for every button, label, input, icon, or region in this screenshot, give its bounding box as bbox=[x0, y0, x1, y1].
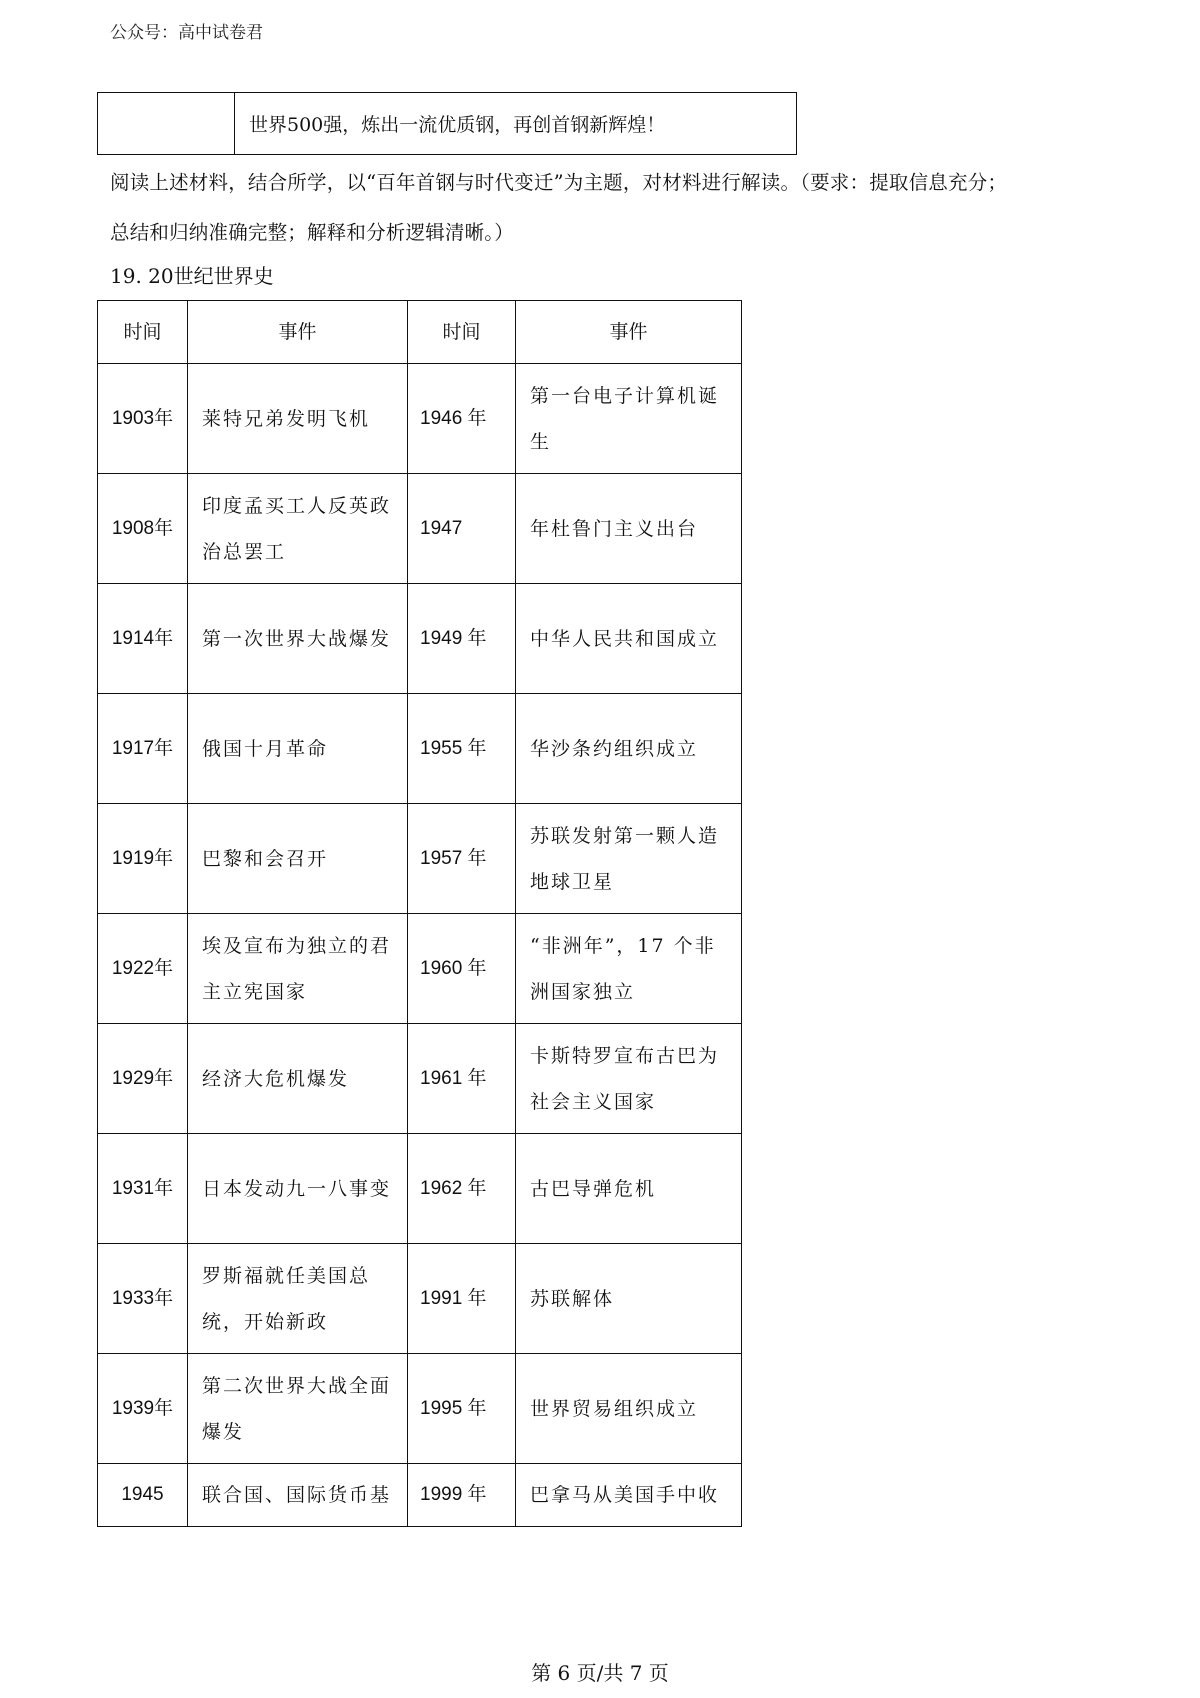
event-cell: 华沙条约组织成立 bbox=[516, 694, 742, 804]
event-cell: 苏联发射第一颗人造地球卫星 bbox=[516, 804, 742, 914]
year-cell: 1929年 bbox=[98, 1024, 188, 1134]
event-cell: 莱特兄弟发明飞机 bbox=[188, 364, 408, 474]
event-cell: 第一次世界大战爆发 bbox=[188, 584, 408, 694]
event-cell: 卡斯特罗宣布古巴为社会主义国家 bbox=[516, 1024, 742, 1134]
table-row bbox=[98, 1244, 742, 1354]
year-cell: 1919年 bbox=[98, 804, 188, 914]
year-cell: 1961 年 bbox=[408, 1024, 516, 1134]
event-cell: “非洲年”，17 个非洲国家独立 bbox=[516, 914, 742, 1024]
year-cell: 1947 bbox=[408, 474, 516, 584]
year-cell: 1999 年 bbox=[408, 1464, 516, 1527]
slogan-cell: 世界500强，炼出一流优质钢，再创首钢新辉煌！ bbox=[235, 93, 797, 155]
year-cell: 1917年 bbox=[98, 694, 188, 804]
year-cell: 1946 年 bbox=[408, 364, 516, 474]
header-event-1: 事件 bbox=[188, 301, 408, 364]
empty-cell bbox=[98, 93, 235, 155]
table-row bbox=[98, 364, 742, 474]
year-cell: 1931年 bbox=[98, 1134, 188, 1244]
year-cell: 1949 年 bbox=[408, 584, 516, 694]
event-cell: 苏联解体 bbox=[516, 1244, 742, 1354]
table-row bbox=[98, 804, 742, 914]
table-row bbox=[98, 1464, 742, 1527]
event-cell: 中华人民共和国成立 bbox=[516, 584, 742, 694]
table-row bbox=[98, 474, 742, 584]
header-event-2: 事件 bbox=[516, 301, 742, 364]
previous-material-table bbox=[97, 92, 797, 155]
world-history-table bbox=[97, 300, 742, 1527]
year-cell: 1933年 bbox=[98, 1244, 188, 1354]
event-cell: 第二次世界大战全面爆发 bbox=[188, 1354, 408, 1464]
event-cell: 日本发动九一八事变 bbox=[188, 1134, 408, 1244]
year-cell: 1908年 bbox=[98, 474, 188, 584]
event-cell: 经济大危机爆发 bbox=[188, 1024, 408, 1134]
table-row bbox=[98, 584, 742, 694]
year-cell: 1945 bbox=[98, 1464, 188, 1527]
year-cell: 1960 年 bbox=[408, 914, 516, 1024]
event-cell: 埃及宣布为独立的君主立宪国家 bbox=[188, 914, 408, 1024]
event-cell: 印度孟买工人反英政治总罢工 bbox=[188, 474, 408, 584]
year-cell: 1903年 bbox=[98, 364, 188, 474]
year-cell: 1991 年 bbox=[408, 1244, 516, 1354]
event-cell: 世界贸易组织成立 bbox=[516, 1354, 742, 1464]
header-time-2: 时间 bbox=[408, 301, 516, 364]
year-cell: 1995 年 bbox=[408, 1354, 516, 1464]
event-cell: 俄国十月革命 bbox=[188, 694, 408, 804]
table-row bbox=[98, 694, 742, 804]
year-cell: 1957 年 bbox=[408, 804, 516, 914]
event-cell: 年杜鲁门主义出台 bbox=[516, 474, 742, 584]
table-row bbox=[98, 1134, 742, 1244]
header-time-1: 时间 bbox=[98, 301, 188, 364]
page-number: 第 6 页/共 7 页 bbox=[531, 1661, 669, 1685]
event-cell: 联合国、国际货币基 bbox=[188, 1464, 408, 1527]
table-row bbox=[98, 1354, 742, 1464]
table-row bbox=[98, 914, 742, 1024]
table-header-row bbox=[98, 301, 742, 364]
year-cell: 1962 年 bbox=[408, 1134, 516, 1244]
year-cell: 1914年 bbox=[98, 584, 188, 694]
event-cell: 巴黎和会召开 bbox=[188, 804, 408, 914]
year-cell: 1939年 bbox=[98, 1354, 188, 1464]
event-cell: 罗斯福就任美国总统，开始新政 bbox=[188, 1244, 408, 1354]
instruction-line-2: 总结和归纳准确完整；解释和分析逻辑清晰。） bbox=[110, 221, 514, 244]
year-cell: 1922年 bbox=[98, 914, 188, 1024]
instruction-line-1: 阅读上述材料，结合所学，以“百年首钢与时代变迁”为主题，对材料进行解读。（要求：提取信息充分； bbox=[110, 171, 1008, 194]
event-cell: 第一台电子计算机诞生 bbox=[516, 364, 742, 474]
event-cell: 巴拿马从美国手中收 bbox=[516, 1464, 742, 1527]
question-title: 19. 20世纪世界史 bbox=[110, 264, 274, 288]
event-cell: 古巴导弹危机 bbox=[516, 1134, 742, 1244]
header-source: 公众号：高中试卷君 bbox=[110, 23, 263, 43]
table-row bbox=[98, 93, 797, 155]
table-row bbox=[98, 1024, 742, 1134]
year-cell: 1955 年 bbox=[408, 694, 516, 804]
